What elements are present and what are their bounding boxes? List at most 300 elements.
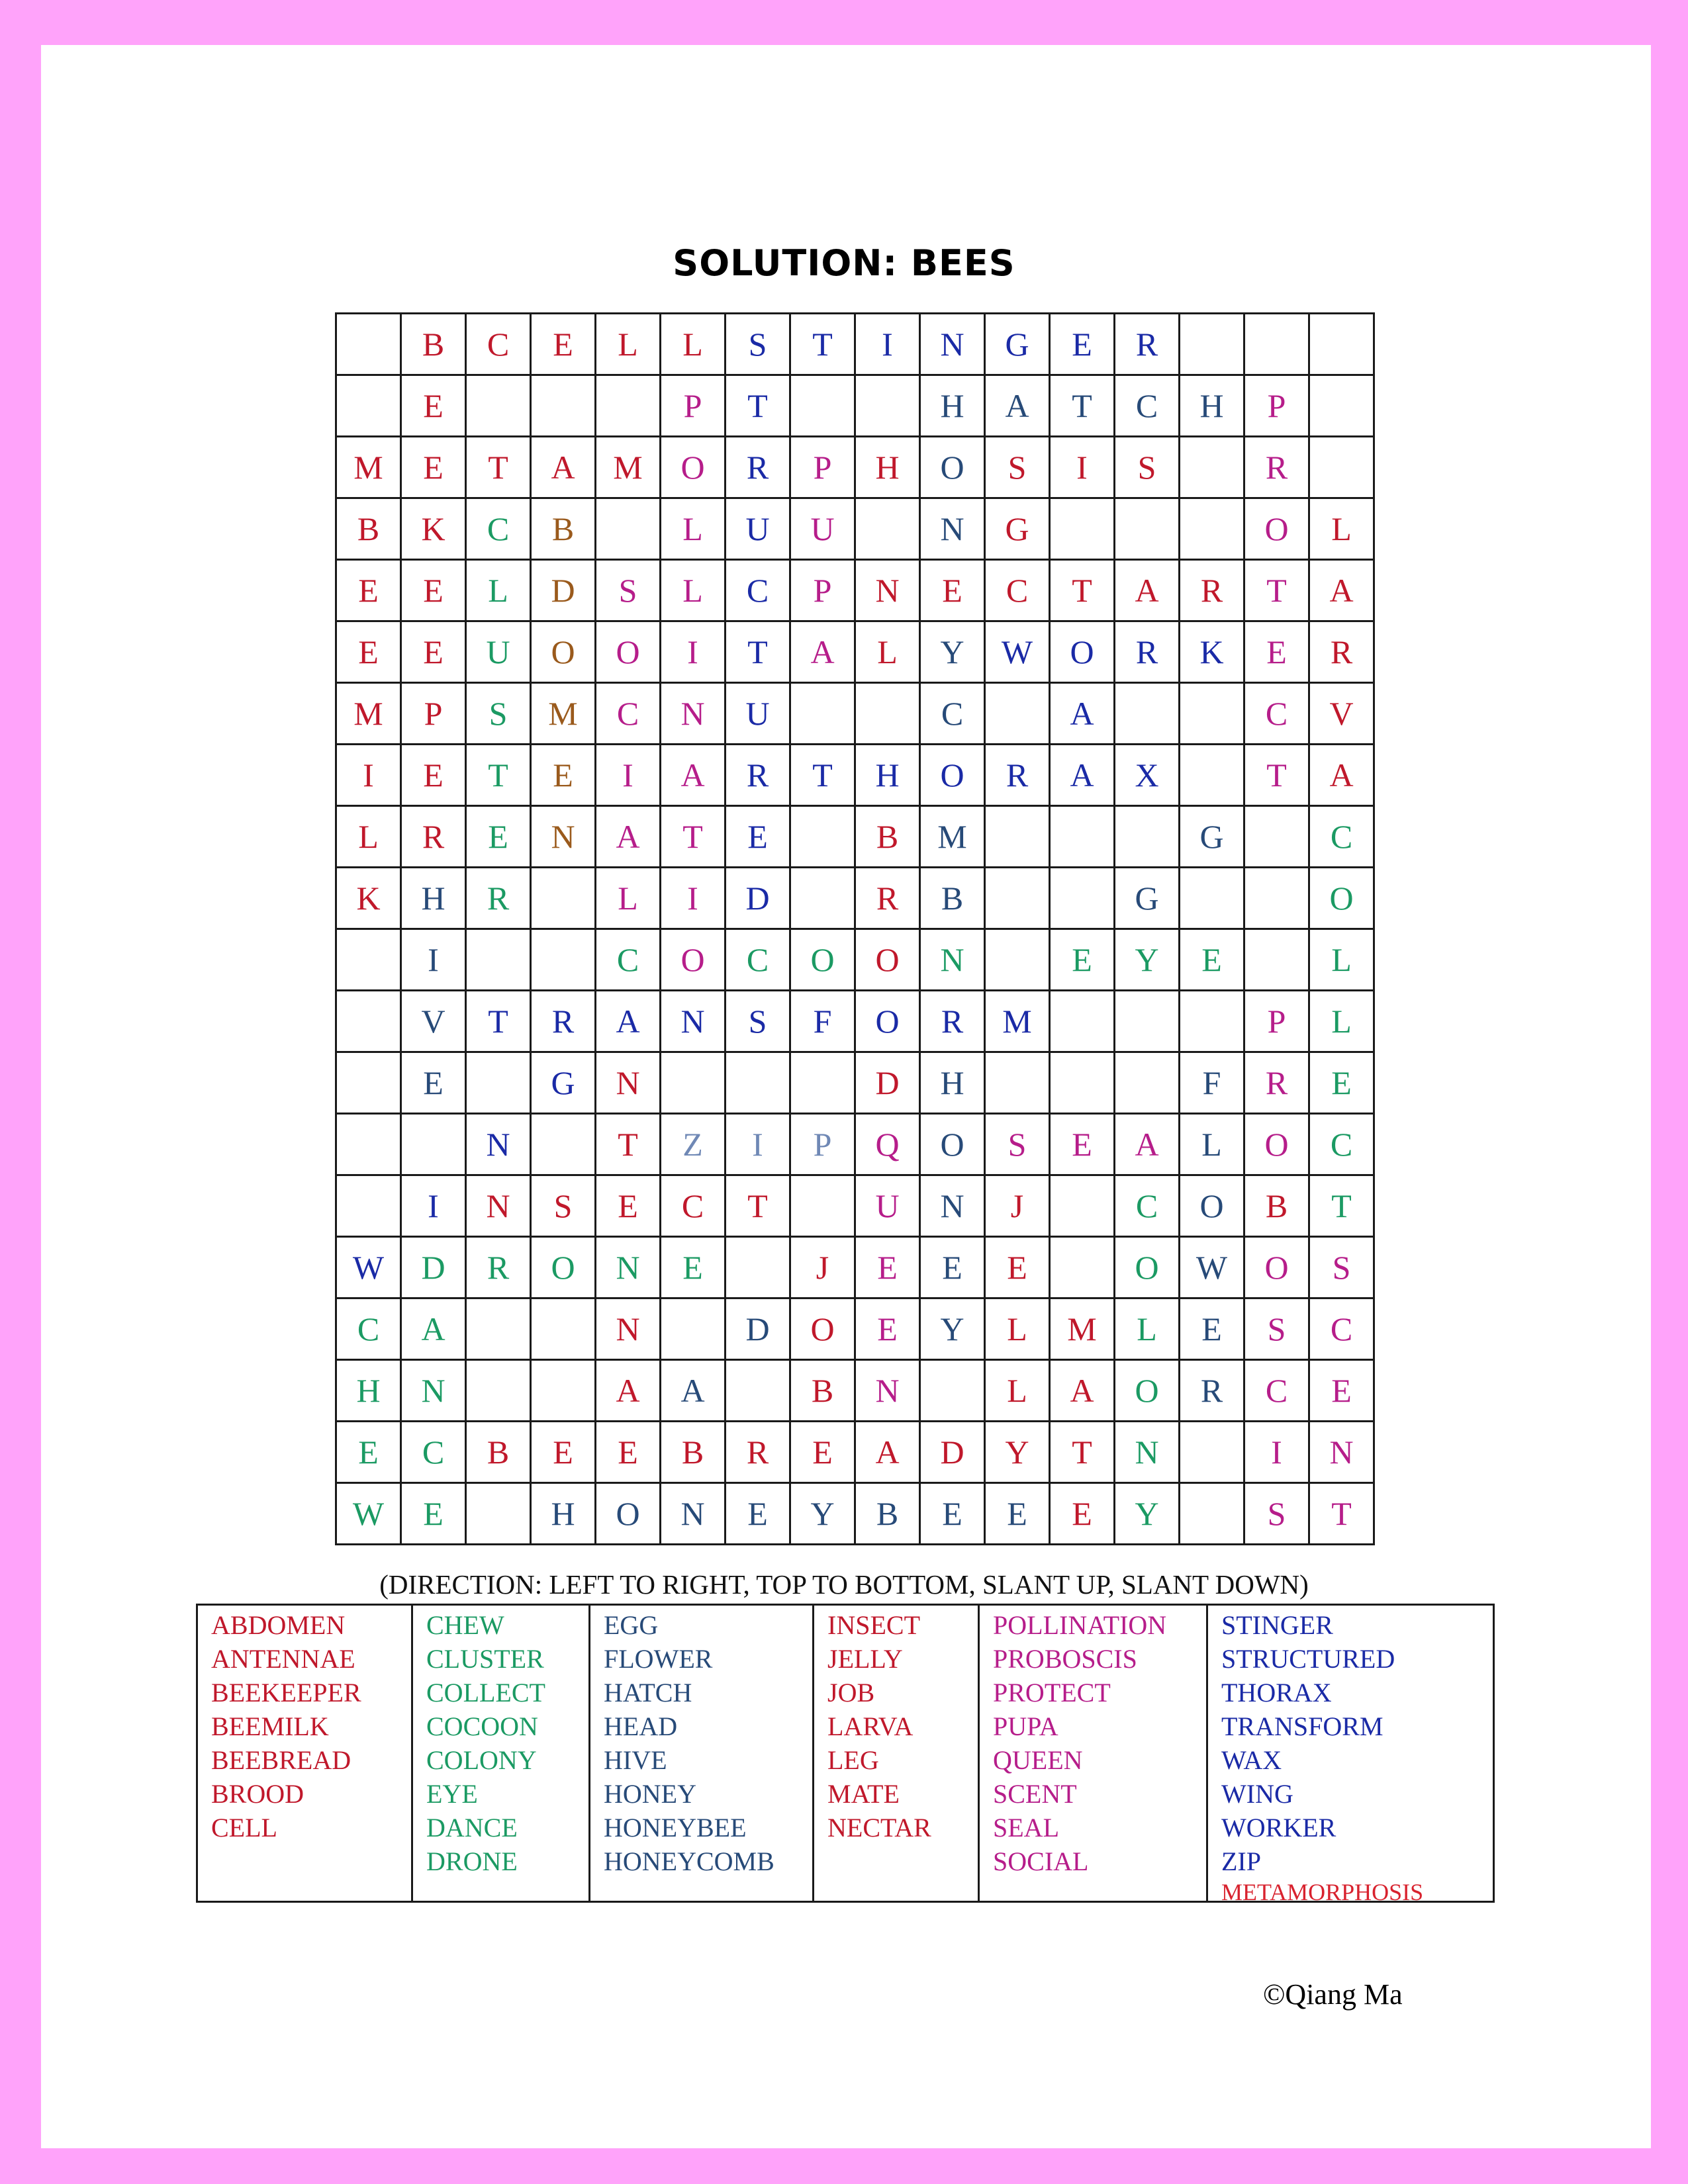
grid-cell: [336, 991, 401, 1052]
grid-cell: [1180, 683, 1244, 745]
grid-cell: S: [726, 991, 790, 1052]
grid-cell: A: [661, 745, 726, 806]
grid-cell: I: [401, 1175, 466, 1237]
grid-cell: O: [661, 437, 726, 498]
grid-cell: [466, 1298, 531, 1360]
grid-cell: L: [336, 806, 401, 868]
grid-row: [336, 1237, 1374, 1298]
grid-cell: M: [1050, 1298, 1115, 1360]
grid-row: [336, 560, 1374, 621]
grid-cell: F: [1180, 1052, 1244, 1114]
grid-cell: T: [1050, 1422, 1115, 1483]
grid-cell: W: [336, 1237, 401, 1298]
grid-cell: S: [1244, 1298, 1309, 1360]
grid-cell: I: [336, 745, 401, 806]
grid-cell: E: [726, 1483, 790, 1545]
grid-cell: [1309, 314, 1374, 375]
word-list-item: COLONY: [426, 1745, 537, 1775]
word-list-item: BROOD: [211, 1779, 305, 1809]
word-list-item: JELLY: [827, 1644, 903, 1674]
grid-cell: [726, 1052, 790, 1114]
word-list-item: THORAX: [1221, 1678, 1332, 1707]
grid-cell: E: [401, 375, 466, 437]
grid-cell: O: [790, 1298, 855, 1360]
grid-cell: A: [596, 1360, 661, 1422]
grid-row: [336, 1422, 1374, 1483]
word-list-item: INSECT: [827, 1610, 920, 1640]
grid-cell: E: [401, 1483, 466, 1545]
grid-cell: R: [1115, 314, 1180, 375]
grid-cell: E: [985, 1237, 1050, 1298]
grid-cell: S: [985, 437, 1050, 498]
grid-cell: [531, 1360, 596, 1422]
grid-cell: E: [1309, 1052, 1374, 1114]
grid-row: [336, 745, 1374, 806]
grid-cell: N: [596, 1052, 661, 1114]
grid-cell: U: [855, 1175, 920, 1237]
grid-cell: A: [985, 375, 1050, 437]
grid-cell: A: [790, 621, 855, 683]
grid-cell: [985, 806, 1050, 868]
grid-cell: C: [661, 1175, 726, 1237]
word-list-item: DANCE: [426, 1813, 518, 1843]
grid-cell: L: [855, 621, 920, 683]
grid-cell: B: [920, 868, 985, 929]
grid-cell: D: [920, 1422, 985, 1483]
grid-cell: M: [920, 806, 985, 868]
word-list-column: [588, 1606, 812, 1901]
grid-cell: O: [1244, 1237, 1309, 1298]
grid-cell: [1050, 498, 1115, 560]
grid-cell: E: [1244, 621, 1309, 683]
grid-cell: H: [855, 437, 920, 498]
grid-cell: [336, 314, 401, 375]
grid-cell: T: [726, 375, 790, 437]
grid-cell: E: [920, 1237, 985, 1298]
grid-cell: [985, 1052, 1050, 1114]
grid-cell: O: [1180, 1175, 1244, 1237]
grid-cell: E: [985, 1483, 1050, 1545]
grid-cell: S: [1115, 437, 1180, 498]
word-list-item: BEEBREAD: [211, 1745, 352, 1775]
grid-cell: [1115, 498, 1180, 560]
grid-cell: [1180, 1422, 1244, 1483]
grid-cell: T: [726, 621, 790, 683]
grid-cell: Y: [1115, 1483, 1180, 1545]
grid-cell: S: [466, 683, 531, 745]
grid-cell: I: [855, 314, 920, 375]
grid-cell: M: [985, 991, 1050, 1052]
grid-cell: L: [1309, 991, 1374, 1052]
word-list-item: HATCH: [604, 1678, 692, 1707]
grid-cell: N: [531, 806, 596, 868]
grid-cell: [596, 498, 661, 560]
grid-cell: [336, 1175, 401, 1237]
word-list-column: [411, 1606, 588, 1901]
grid-cell: N: [1115, 1422, 1180, 1483]
grid-cell: I: [1244, 1422, 1309, 1483]
grid-cell: [985, 929, 1050, 991]
grid-cell: R: [1244, 1052, 1309, 1114]
grid-cell: [531, 1114, 596, 1175]
grid-row: [336, 498, 1374, 560]
grid-cell: R: [1180, 1360, 1244, 1422]
word-list-item: WAX: [1221, 1745, 1282, 1775]
grid-cell: Y: [790, 1483, 855, 1545]
grid-row: [336, 1360, 1374, 1422]
grid-cell: L: [1115, 1298, 1180, 1360]
word-list-item: HIVE: [604, 1745, 667, 1775]
grid-cell: A: [596, 991, 661, 1052]
grid-cell: I: [401, 929, 466, 991]
grid-cell: C: [1309, 1298, 1374, 1360]
grid-cell: G: [985, 314, 1050, 375]
grid-cell: E: [855, 1237, 920, 1298]
grid-cell: L: [661, 560, 726, 621]
grid-cell: L: [985, 1360, 1050, 1422]
grid-cell: [790, 1175, 855, 1237]
grid-cell: C: [920, 683, 985, 745]
grid-cell: Y: [985, 1422, 1050, 1483]
grid-cell: X: [1115, 745, 1180, 806]
grid-cell: A: [1115, 560, 1180, 621]
grid-cell: C: [596, 683, 661, 745]
grid-cell: [596, 375, 661, 437]
grid-row: [336, 868, 1374, 929]
grid-cell: E: [726, 806, 790, 868]
grid-cell: G: [1115, 868, 1180, 929]
grid-cell: N: [466, 1114, 531, 1175]
word-list-item: METAMORPHOSIS: [1221, 1879, 1424, 1905]
grid-cell: K: [1180, 621, 1244, 683]
grid-cell: O: [790, 929, 855, 991]
grid-cell: N: [466, 1175, 531, 1237]
grid-cell: N: [401, 1360, 466, 1422]
grid-cell: S: [531, 1175, 596, 1237]
grid-cell: [531, 929, 596, 991]
grid-cell: D: [726, 1298, 790, 1360]
grid-cell: F: [790, 991, 855, 1052]
grid-cell: T: [1244, 560, 1309, 621]
word-list-item: LEG: [827, 1745, 879, 1775]
grid-cell: [466, 929, 531, 991]
grid-cell: A: [661, 1360, 726, 1422]
grid-cell: L: [661, 314, 726, 375]
grid-cell: E: [1050, 929, 1115, 991]
grid-cell: K: [401, 498, 466, 560]
grid-cell: R: [1180, 560, 1244, 621]
grid-cell: [1309, 437, 1374, 498]
grid-cell: B: [1244, 1175, 1309, 1237]
grid-cell: [855, 375, 920, 437]
grid-row: [336, 1483, 1374, 1545]
grid-cell: N: [596, 1298, 661, 1360]
grid-cell: W: [985, 621, 1050, 683]
grid-cell: O: [855, 929, 920, 991]
grid-cell: [1180, 1483, 1244, 1545]
grid-cell: E: [401, 1052, 466, 1114]
word-list-column: [812, 1606, 978, 1901]
word-list-item: EGG: [604, 1610, 659, 1640]
grid-cell: P: [1244, 991, 1309, 1052]
grid-cell: G: [985, 498, 1050, 560]
grid-cell: [726, 1237, 790, 1298]
grid-cell: N: [661, 991, 726, 1052]
grid-cell: R: [726, 1422, 790, 1483]
grid-cell: [401, 1114, 466, 1175]
grid-cell: V: [1309, 683, 1374, 745]
grid-cell: O: [596, 621, 661, 683]
grid-cell: [661, 1298, 726, 1360]
grid-cell: [920, 1360, 985, 1422]
word-list-item: HONEYBEE: [604, 1813, 747, 1843]
word-list-column: [1206, 1606, 1493, 1905]
grid-cell: T: [790, 314, 855, 375]
grid-cell: [1050, 1052, 1115, 1114]
grid-cell: O: [1115, 1237, 1180, 1298]
grid-cell: L: [596, 868, 661, 929]
grid-cell: O: [531, 621, 596, 683]
word-list-item: PUPA: [993, 1711, 1058, 1741]
page-title: SOLUTION: BEES: [673, 242, 1015, 284]
grid-cell: M: [531, 683, 596, 745]
grid-row: [336, 1298, 1374, 1360]
grid-cell: S: [596, 560, 661, 621]
grid-cell: E: [336, 560, 401, 621]
grid-cell: [1115, 991, 1180, 1052]
grid-cell: Y: [920, 621, 985, 683]
grid-cell: [1180, 314, 1244, 375]
grid-cell: E: [1180, 929, 1244, 991]
word-list-item: FLOWER: [604, 1644, 713, 1674]
grid-cell: C: [401, 1422, 466, 1483]
grid-cell: L: [661, 498, 726, 560]
grid-cell: H: [531, 1483, 596, 1545]
grid-cell: O: [920, 437, 985, 498]
word-list-item: CELL: [211, 1813, 277, 1843]
copyright: ©Qiang Ma: [1263, 1978, 1403, 2011]
grid-cell: S: [1309, 1237, 1374, 1298]
grid-cell: [466, 375, 531, 437]
grid-cell: W: [336, 1483, 401, 1545]
word-list-item: EYE: [426, 1779, 478, 1809]
grid-cell: L: [985, 1298, 1050, 1360]
grid-cell: C: [596, 929, 661, 991]
grid-cell: U: [726, 683, 790, 745]
word-list-item: MATE: [827, 1779, 900, 1809]
word-list-item: SEAL: [993, 1813, 1059, 1843]
grid-cell: O: [920, 745, 985, 806]
grid-cell: [531, 375, 596, 437]
grid-row: [336, 683, 1374, 745]
grid-cell: P: [401, 683, 466, 745]
word-list-item: COCOON: [426, 1711, 538, 1741]
word-list-item: LARVA: [827, 1711, 914, 1741]
grid-cell: O: [1115, 1360, 1180, 1422]
grid-cell: A: [1309, 560, 1374, 621]
word-list-item: ABDOMEN: [211, 1610, 346, 1640]
grid-row: [336, 1052, 1374, 1114]
grid-cell: [985, 868, 1050, 929]
grid-cell: [790, 683, 855, 745]
word-list-column: [198, 1606, 411, 1901]
grid-cell: T: [596, 1114, 661, 1175]
grid-row: [336, 929, 1374, 991]
direction-note: (DIRECTION: LEFT TO RIGHT, TOP TO BOTTOM, SLANT UP, SLANT DOWN): [379, 1569, 1309, 1600]
grid-cell: C: [1115, 1175, 1180, 1237]
grid-cell: A: [1115, 1114, 1180, 1175]
grid-cell: N: [920, 1175, 985, 1237]
grid-cell: [1180, 991, 1244, 1052]
grid-cell: B: [661, 1422, 726, 1483]
grid-cell: N: [920, 498, 985, 560]
grid-cell: A: [855, 1422, 920, 1483]
grid-cell: E: [401, 560, 466, 621]
grid-cell: C: [1244, 683, 1309, 745]
word-list-item: JOB: [827, 1678, 875, 1707]
word-list-item: NECTAR: [827, 1813, 931, 1843]
grid-cell: N: [920, 314, 985, 375]
grid-cell: J: [985, 1175, 1050, 1237]
grid-cell: T: [1050, 375, 1115, 437]
grid-cell: R: [855, 868, 920, 929]
grid-cell: [1050, 1175, 1115, 1237]
grid-cell: T: [661, 806, 726, 868]
grid-cell: Y: [920, 1298, 985, 1360]
word-list-item: HONEYCOMB: [604, 1846, 774, 1876]
grid-cell: E: [1050, 314, 1115, 375]
word-list-item: SOCIAL: [993, 1846, 1089, 1876]
grid-cell: E: [336, 621, 401, 683]
grid-cell: E: [920, 560, 985, 621]
grid-cell: [790, 806, 855, 868]
grid-cell: [336, 929, 401, 991]
grid-cell: D: [726, 868, 790, 929]
grid-cell: [855, 683, 920, 745]
grid-cell: E: [596, 1175, 661, 1237]
grid-cell: R: [1309, 621, 1374, 683]
grid-row: [336, 1114, 1374, 1175]
grid-cell: U: [726, 498, 790, 560]
word-list-item: PROTECT: [993, 1678, 1111, 1707]
grid-cell: S: [985, 1114, 1050, 1175]
grid-cell: A: [401, 1298, 466, 1360]
grid-cell: T: [1244, 745, 1309, 806]
grid-cell: O: [596, 1483, 661, 1545]
grid-cell: P: [661, 375, 726, 437]
grid-cell: H: [1180, 375, 1244, 437]
grid-cell: T: [1309, 1483, 1374, 1545]
grid-cell: T: [466, 991, 531, 1052]
grid-cell: E: [531, 745, 596, 806]
grid-cell: [1115, 806, 1180, 868]
grid-cell: Z: [661, 1114, 726, 1175]
grid-cell: C: [726, 929, 790, 991]
grid-cell: T: [466, 437, 531, 498]
word-list-item: CLUSTER: [426, 1644, 544, 1674]
grid-cell: L: [596, 314, 661, 375]
grid-cell: [1180, 745, 1244, 806]
grid-cell: A: [596, 806, 661, 868]
grid-cell: A: [1309, 745, 1374, 806]
grid-cell: N: [661, 683, 726, 745]
grid-cell: E: [1309, 1360, 1374, 1422]
grid-row: [336, 437, 1374, 498]
grid-cell: O: [1244, 1114, 1309, 1175]
word-list-item: ZIP: [1221, 1846, 1261, 1876]
grid-cell: [531, 868, 596, 929]
word-list: [196, 1604, 1495, 1903]
grid-cell: T: [1050, 560, 1115, 621]
grid-cell: R: [726, 745, 790, 806]
grid-cell: J: [790, 1237, 855, 1298]
grid-cell: E: [790, 1422, 855, 1483]
grid-cell: E: [401, 437, 466, 498]
grid-cell: A: [1050, 745, 1115, 806]
grid-cell: Q: [855, 1114, 920, 1175]
grid-cell: [336, 1114, 401, 1175]
grid-row: [336, 991, 1374, 1052]
grid-cell: E: [531, 1422, 596, 1483]
grid-cell: D: [855, 1052, 920, 1114]
grid-cell: O: [1244, 498, 1309, 560]
grid-cell: S: [726, 314, 790, 375]
grid-cell: O: [661, 929, 726, 991]
grid-cell: [1180, 498, 1244, 560]
grid-cell: [466, 1360, 531, 1422]
grid-cell: P: [790, 437, 855, 498]
grid-cell: T: [466, 745, 531, 806]
grid-cell: R: [401, 806, 466, 868]
grid-cell: C: [726, 560, 790, 621]
grid-cell: S: [1244, 1483, 1309, 1545]
word-search-grid: [335, 312, 1375, 1545]
grid-cell: I: [661, 621, 726, 683]
grid-cell: [1180, 437, 1244, 498]
grid-cell: H: [920, 375, 985, 437]
grid-cell: B: [336, 498, 401, 560]
grid-cell: [726, 1360, 790, 1422]
grid-cell: U: [466, 621, 531, 683]
grid-cell: C: [985, 560, 1050, 621]
grid-cell: [466, 1052, 531, 1114]
grid-cell: Y: [1115, 929, 1180, 991]
grid-cell: L: [466, 560, 531, 621]
word-list-item: STINGER: [1221, 1610, 1333, 1640]
grid-row: [336, 621, 1374, 683]
grid-cell: E: [1180, 1298, 1244, 1360]
grid-cell: E: [596, 1422, 661, 1483]
grid-cell: M: [336, 437, 401, 498]
grid-cell: T: [790, 745, 855, 806]
grid-cell: [790, 375, 855, 437]
word-list-item: CHEW: [426, 1610, 504, 1640]
grid-cell: B: [855, 806, 920, 868]
grid-cell: L: [1309, 929, 1374, 991]
grid-cell: W: [1180, 1237, 1244, 1298]
grid-cell: E: [466, 806, 531, 868]
word-list-item: WING: [1221, 1779, 1293, 1809]
grid-cell: B: [466, 1422, 531, 1483]
grid-cell: [790, 868, 855, 929]
grid-cell: E: [661, 1237, 726, 1298]
grid-cell: H: [401, 868, 466, 929]
word-list-item: QUEEN: [993, 1745, 1083, 1775]
grid-cell: R: [1244, 437, 1309, 498]
grid-cell: R: [1115, 621, 1180, 683]
grid-cell: N: [1309, 1422, 1374, 1483]
grid-cell: T: [726, 1175, 790, 1237]
